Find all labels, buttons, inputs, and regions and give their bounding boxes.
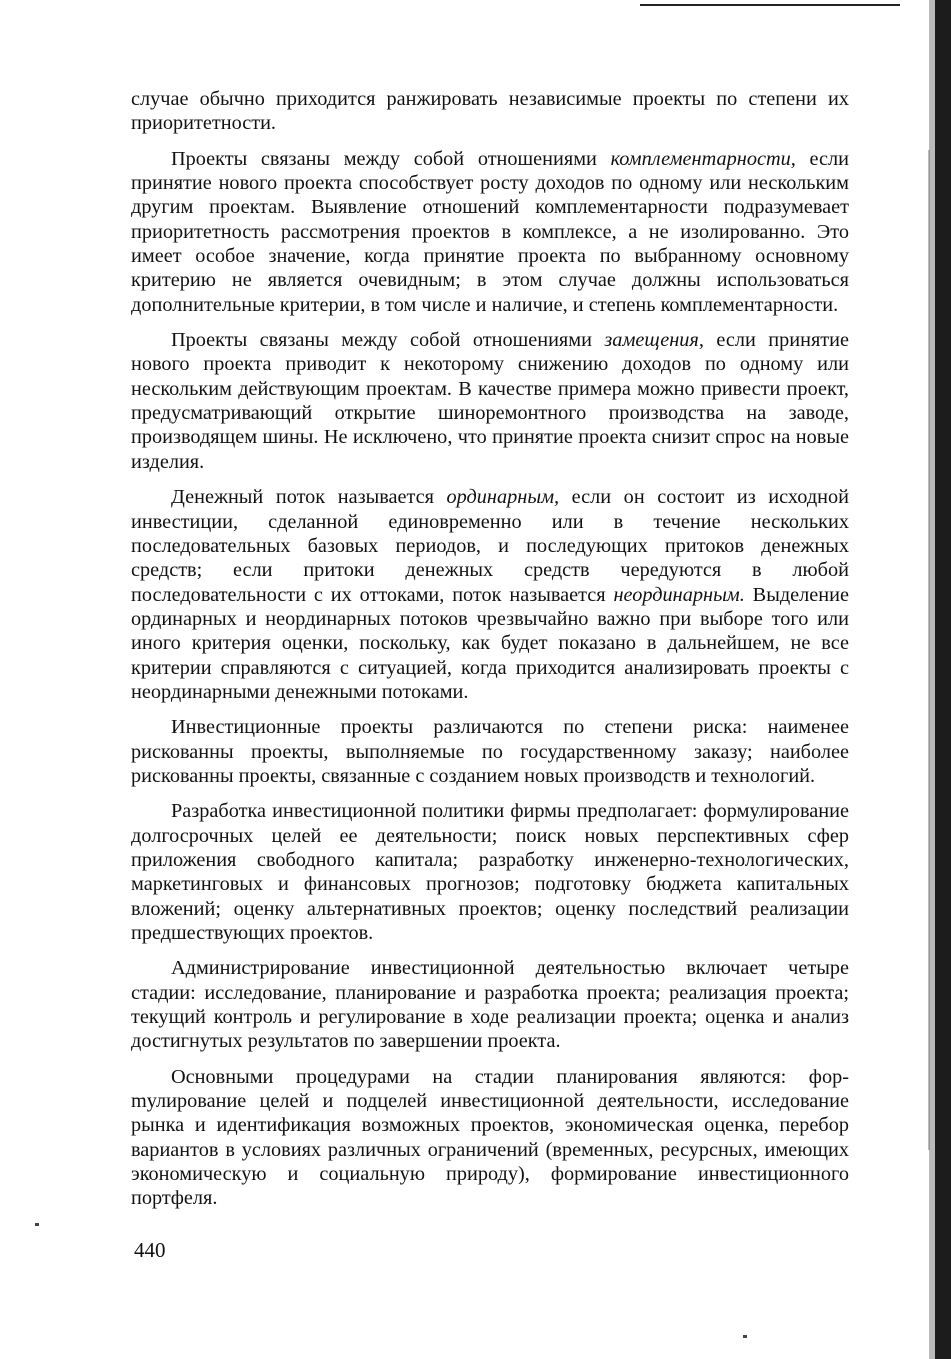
text-run: Денежный поток называется <box>171 486 447 509</box>
text-run: Основными процедурами на стадии планирования являются: форmулирование целей и подцелей инвестиционной деятельности, исследование рынка и идентификация возможных проектов, экономическая оценка, перебор вариантов в условиях различных ограничений (временных, ресурсных, имеющих экономическую и социальную природу), формирование инвестиционного портфеля. <box>131 1065 849 1210</box>
italic-term: неординарным. <box>613 583 745 606</box>
paragraph <box>131 485 849 704</box>
text-run: Администрирование инвестиционной деятельностью включает четыре стадии: исследование, планирование и разработка проекта; реализация проекта; текущий контроль и регулирование в ходе реализации проекта; оценка и анализ достигнутых результатов по завершении проекта. <box>131 957 849 1053</box>
paragraph <box>131 87 849 136</box>
stray-dot <box>743 1335 747 1338</box>
paragraph <box>131 715 849 788</box>
scan-edge-strip <box>935 0 951 1359</box>
top-rule <box>640 4 900 6</box>
margin-mark <box>928 150 930 1150</box>
paragraph <box>131 147 849 317</box>
paragraph <box>131 1065 849 1211</box>
text-run: Проекты связаны между собой отношениями <box>171 147 611 170</box>
text-run: если принятие нового проекта способствует росту доходов по одному или нескольким другим проектам. Выявление отношений комплементарности подразумевает приоритетность рассмотрения проектов в комплексе, а не изолированно. Это имеет особое значение, когда принятие проекта по выбранному основному критерию не является очевидным; в этом случае должны использоваться дополнительные критерии, в том числе и наличие, и степень комплементарности. <box>131 147 849 316</box>
text-run: если принятие нового проекта приводит к некоторому снижению доходов по одному или нескольким действующим проектам. В качестве примера можно привести проект, предусматривающий открытие шиноремонтного производства на заводе, производящем шины. Не исключено, что принятие проекта снизит спрос на новые изделия. <box>131 329 850 473</box>
text-run: Проекты связаны между собой отношениями <box>171 329 605 352</box>
italic-term: комплементарности, <box>610 147 796 170</box>
text-run: случае обычно приходится ранжировать независимые проекты по степени их приоритетности. <box>131 88 849 135</box>
paragraph <box>131 799 849 945</box>
page-number: 440 <box>134 1238 166 1262</box>
paragraph <box>131 328 849 474</box>
text-run: Инвестиционные проекты различаются по степени риска: наименее рискованны проекты, выполняемые по государственному заказу; наиболее рискованны проекты, связанные с созданием новых производств и технологий. <box>131 716 849 787</box>
italic-term: замещения, <box>604 329 704 352</box>
stray-dot <box>35 1223 39 1226</box>
text-run: Выделение ординарных и неординарных потоков чрезвычайно важно при выборе того или иного критерия оценки, поскольку, как будет показано в дальнейшем, не все критерии справляются с ситуацией, когда приходится анализировать проекты с неординарными денежными потоками. <box>131 583 849 703</box>
text-run: если он состоит из исходной инвестиции, сделанной единовременно или в течение нескольких последовательных базовых периодов, и последующих притоков денежных средств; если притоки денежных средств чередуются в любой последовательности с их оттоками, поток называется <box>131 486 849 606</box>
body-text <box>131 87 849 1211</box>
text-run: Разработка инвестиционной политики фирмы предполагает: формулирование долгосрочных целей ее деятельности; поиск новых перспективных сфер приложения свободного капитала; разработку инженерно-технологических, маркетинговых и финансовых прогнозов; подготовку бюджета капитальных вложений; оценку альтернативных проектов; оценку последствий реализации предшествующих проектов. <box>131 800 849 944</box>
italic-term: ординарным, <box>446 486 560 509</box>
paragraph <box>131 956 849 1053</box>
